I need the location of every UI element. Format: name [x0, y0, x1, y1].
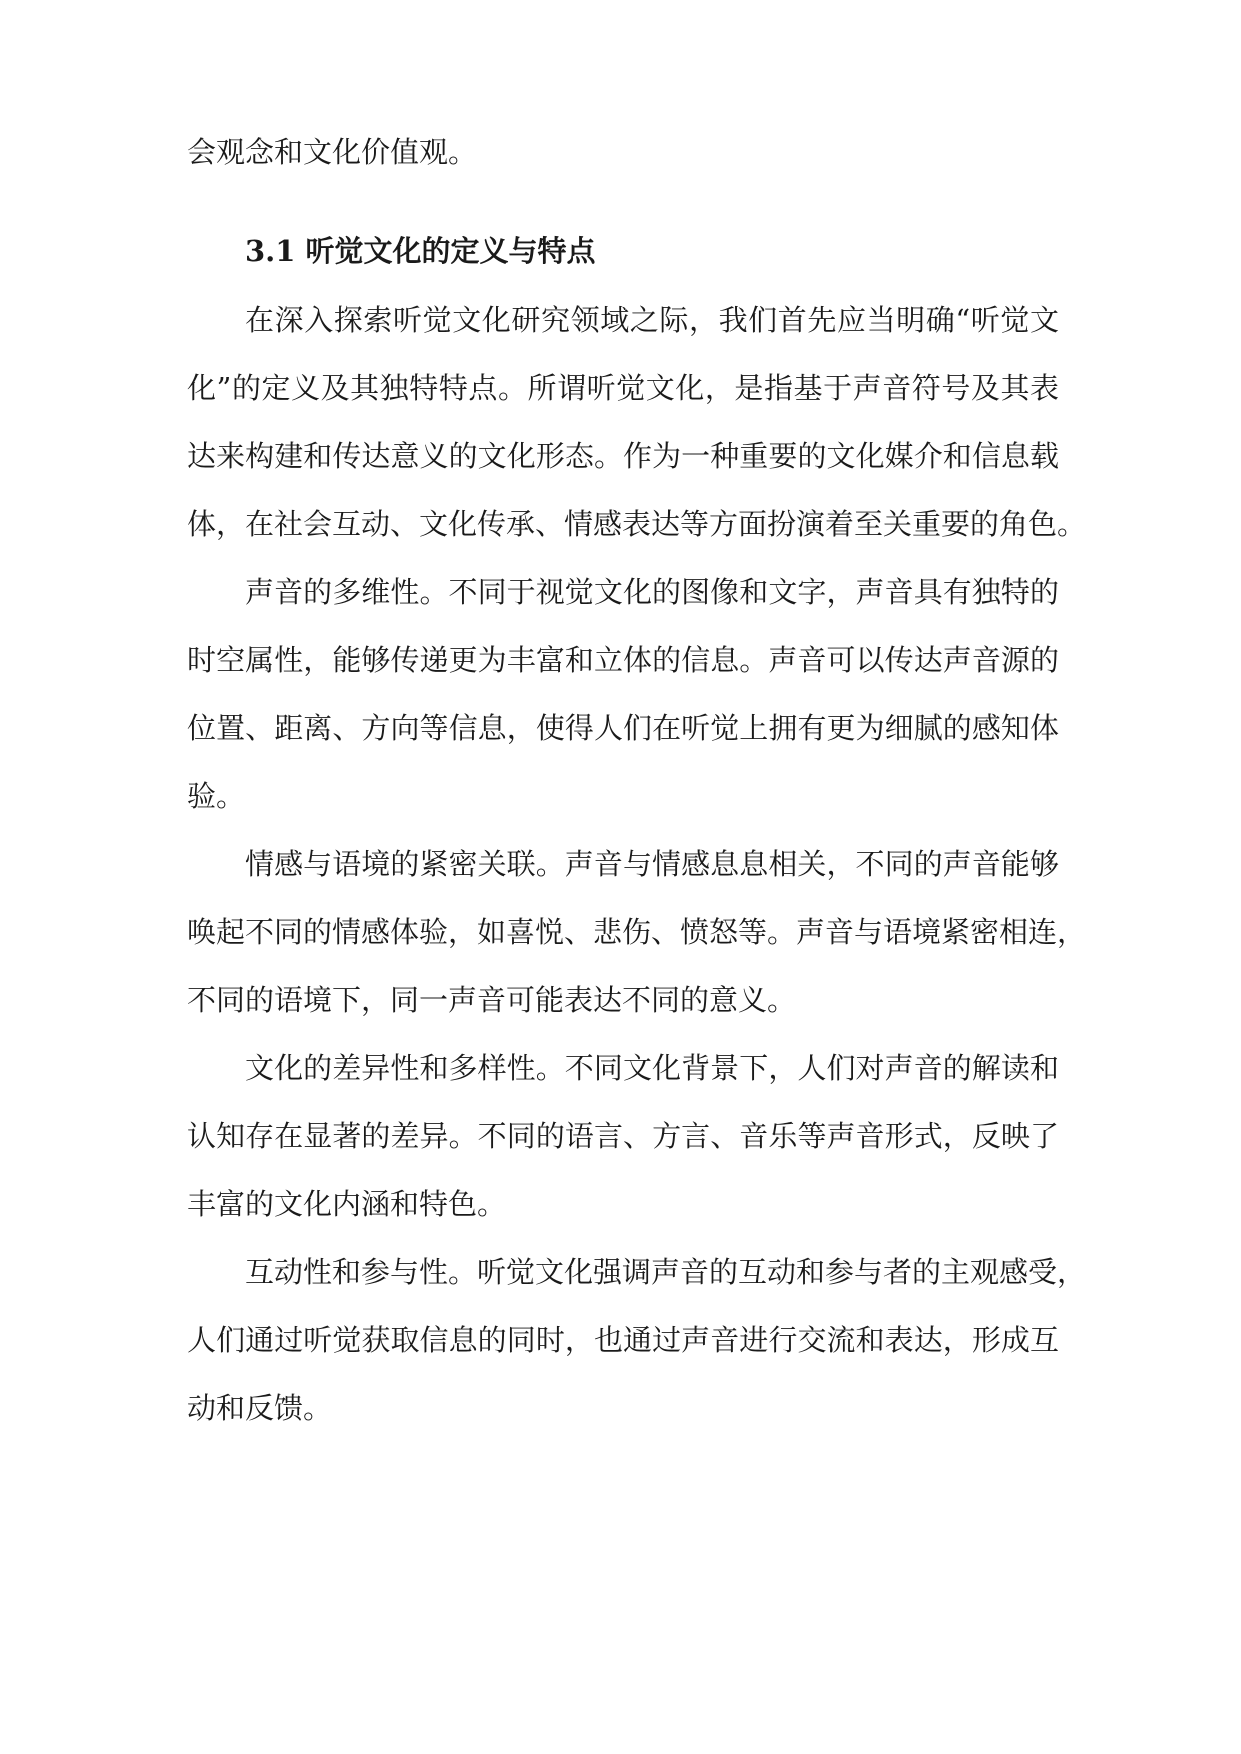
- paragraph-line: 认知存在显著的差异。不同的语言、方言、音乐等声音形式，反映了: [187, 1119, 1059, 1153]
- section-heading: 3.1 听觉文化的定义与特点: [245, 234, 596, 268]
- paragraph-line: 声音的多维性。不同于视觉文化的图像和文字，声音具有独特的: [245, 575, 1059, 609]
- paragraph-line: 文化的差异性和多样性。不同文化背景下，人们对声音的解读和: [245, 1051, 1059, 1085]
- paragraph-line: 位置、距离、方向等信息，使得人们在听觉上拥有更为细腻的感知体: [187, 711, 1059, 745]
- paragraph-line: 唤起不同的情感体验，如喜悦、悲伤、愤怒等。声音与语境紧密相连，: [187, 915, 1087, 949]
- paragraph-line: 互动性和参与性。听觉文化强调声音的互动和参与者的主观感受，: [245, 1255, 1087, 1289]
- paragraph-line: 动和反馈。: [187, 1391, 333, 1425]
- paragraph-line: 化”的定义及其独特特点。所谓听觉文化，是指基于声音符号及其表: [187, 371, 1059, 405]
- paragraph-line: 人们通过听觉获取信息的同时，也通过声音进行交流和表达，形成互: [187, 1323, 1059, 1357]
- paragraph-line: 不同的语境下，同一声音可能表达不同的意义。: [187, 983, 797, 1017]
- paragraph-line: 达来构建和传达意义的文化形态。作为一种重要的文化媒介和信息载: [187, 439, 1059, 473]
- paragraph-line: 丰富的文化内涵和特色。: [187, 1187, 507, 1221]
- paragraph-line: 验。: [187, 779, 246, 813]
- paragraph-line: 时空属性，能够传递更为丰富和立体的信息。声音可以传达声音源的: [187, 643, 1059, 677]
- paragraph-line: 体，在社会互动、文化传承、情感表达等方面扮演着至关重要的角色。: [187, 507, 1087, 541]
- paragraph-line: 在深入探索听觉文化研究领域之际，我们首先应当明确“听觉文: [245, 303, 1059, 337]
- paragraph-line: 情感与语境的紧密关联。声音与情感息息相关，不同的声音能够: [245, 847, 1059, 881]
- text-line-continuation: 会观念和文化价值观。: [187, 135, 478, 169]
